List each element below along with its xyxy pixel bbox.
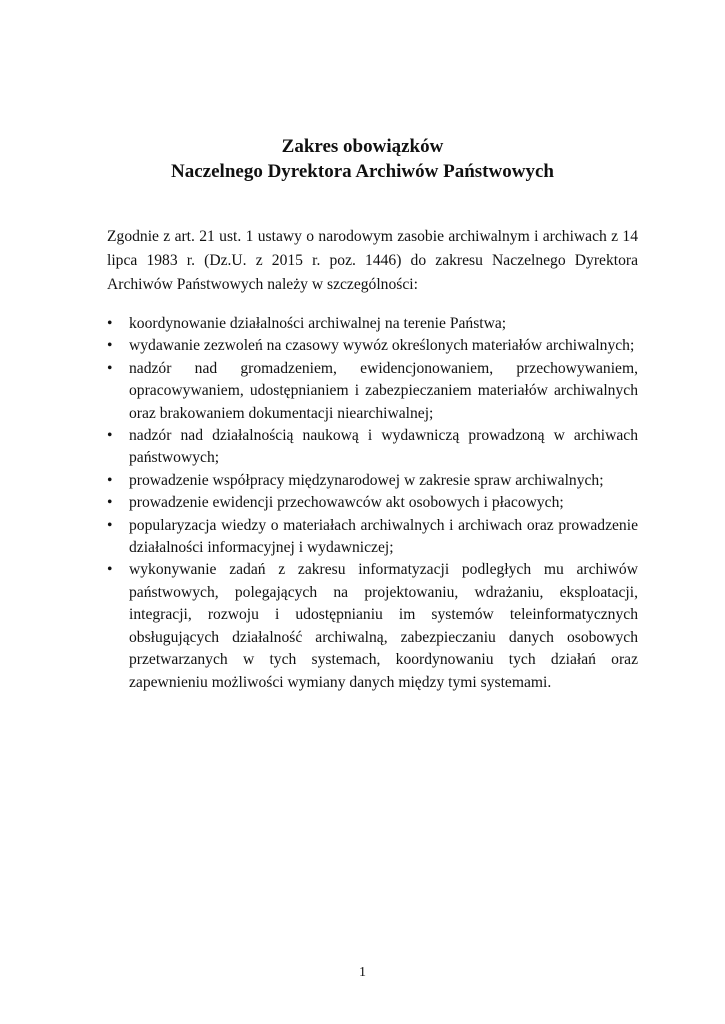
list-item-text: wykonywanie zadań z zakresu informatyzacji podległych mu archiwów państwowych, polegających na projektowaniu, wdrażaniu, eksploatacji, integracji, rozwoju i udostępnianiu im systemów teleinformatycznych obsługujących działalność archiwalną, zabezpieczaniu danych osobowych przetwarzanych w tych systemach, koordynowaniu tych działań oraz zapewnieniu możliwości wymiany danych między tymi systemami. — [129, 561, 638, 691]
list-item — [107, 492, 638, 514]
list-item-text: popularyzacja wiedzy o materiałach archiwalnych i archiwach oraz prowadzenie działalności informacyjnej i wydawniczej; — [129, 516, 638, 557]
title-line-2: Naczelnego Dyrektora Archiwów Państwowych — [171, 161, 554, 182]
bullet-icon: • — [107, 337, 113, 355]
list-item-text: nadzór nad działalnością naukową i wydawniczą prowadzoną w archiwach państwowych; — [129, 427, 638, 467]
list-item — [107, 425, 638, 470]
title-line-1: Zakres obowiązków — [281, 136, 444, 157]
bullet-icon: • — [107, 561, 113, 579]
duties-list — [107, 313, 638, 694]
intro-paragraph: Zgodnie z art. 21 ust. 1 ustawy o narodowym zasobie archiwalnym i archiwach z 14 lipca 1983 r. (Dz.U. z 2015 r. poz. 1446) do zakresu Naczelnego Dyrektora Archiwów Państwowych należy w szczególności: — [107, 228, 638, 293]
list-item — [107, 470, 638, 492]
page-number: 1 — [359, 965, 366, 980]
list-item — [107, 313, 638, 335]
document-title — [0, 134, 725, 184]
list-item-text: wydawanie zezwoleń na czasowy wywóz określonych materiałów archiwalnych; — [129, 337, 635, 355]
bullet-icon: • — [107, 516, 113, 534]
list-item — [107, 358, 638, 425]
list-item — [107, 515, 638, 560]
list-item-text: nadzór nad gromadzeniem, ewidencjonowaniem, przechowywaniem, opracowywaniem, udostępnianiem i zabezpieczaniem materiałów archiwalnych oraz brakowaniem dokumentacji niearchiwalnej; — [129, 359, 638, 422]
list-item-text: prowadzenie współpracy międzynarodowej w zakresie spraw archiwalnych; — [129, 471, 604, 489]
list-item-text: koordynowanie działalności archiwalnej na terenie Państwa; — [129, 315, 507, 332]
list-item-text: prowadzenie ewidencji przechowawców akt osobowych i płacowych; — [129, 494, 564, 512]
bullet-icon: • — [107, 471, 113, 489]
list-item — [107, 559, 638, 693]
bullet-icon: • — [107, 494, 113, 512]
bullet-icon: • — [107, 315, 113, 332]
list-item — [107, 335, 638, 357]
bullet-icon: • — [107, 427, 113, 445]
bullet-icon: • — [107, 359, 113, 377]
